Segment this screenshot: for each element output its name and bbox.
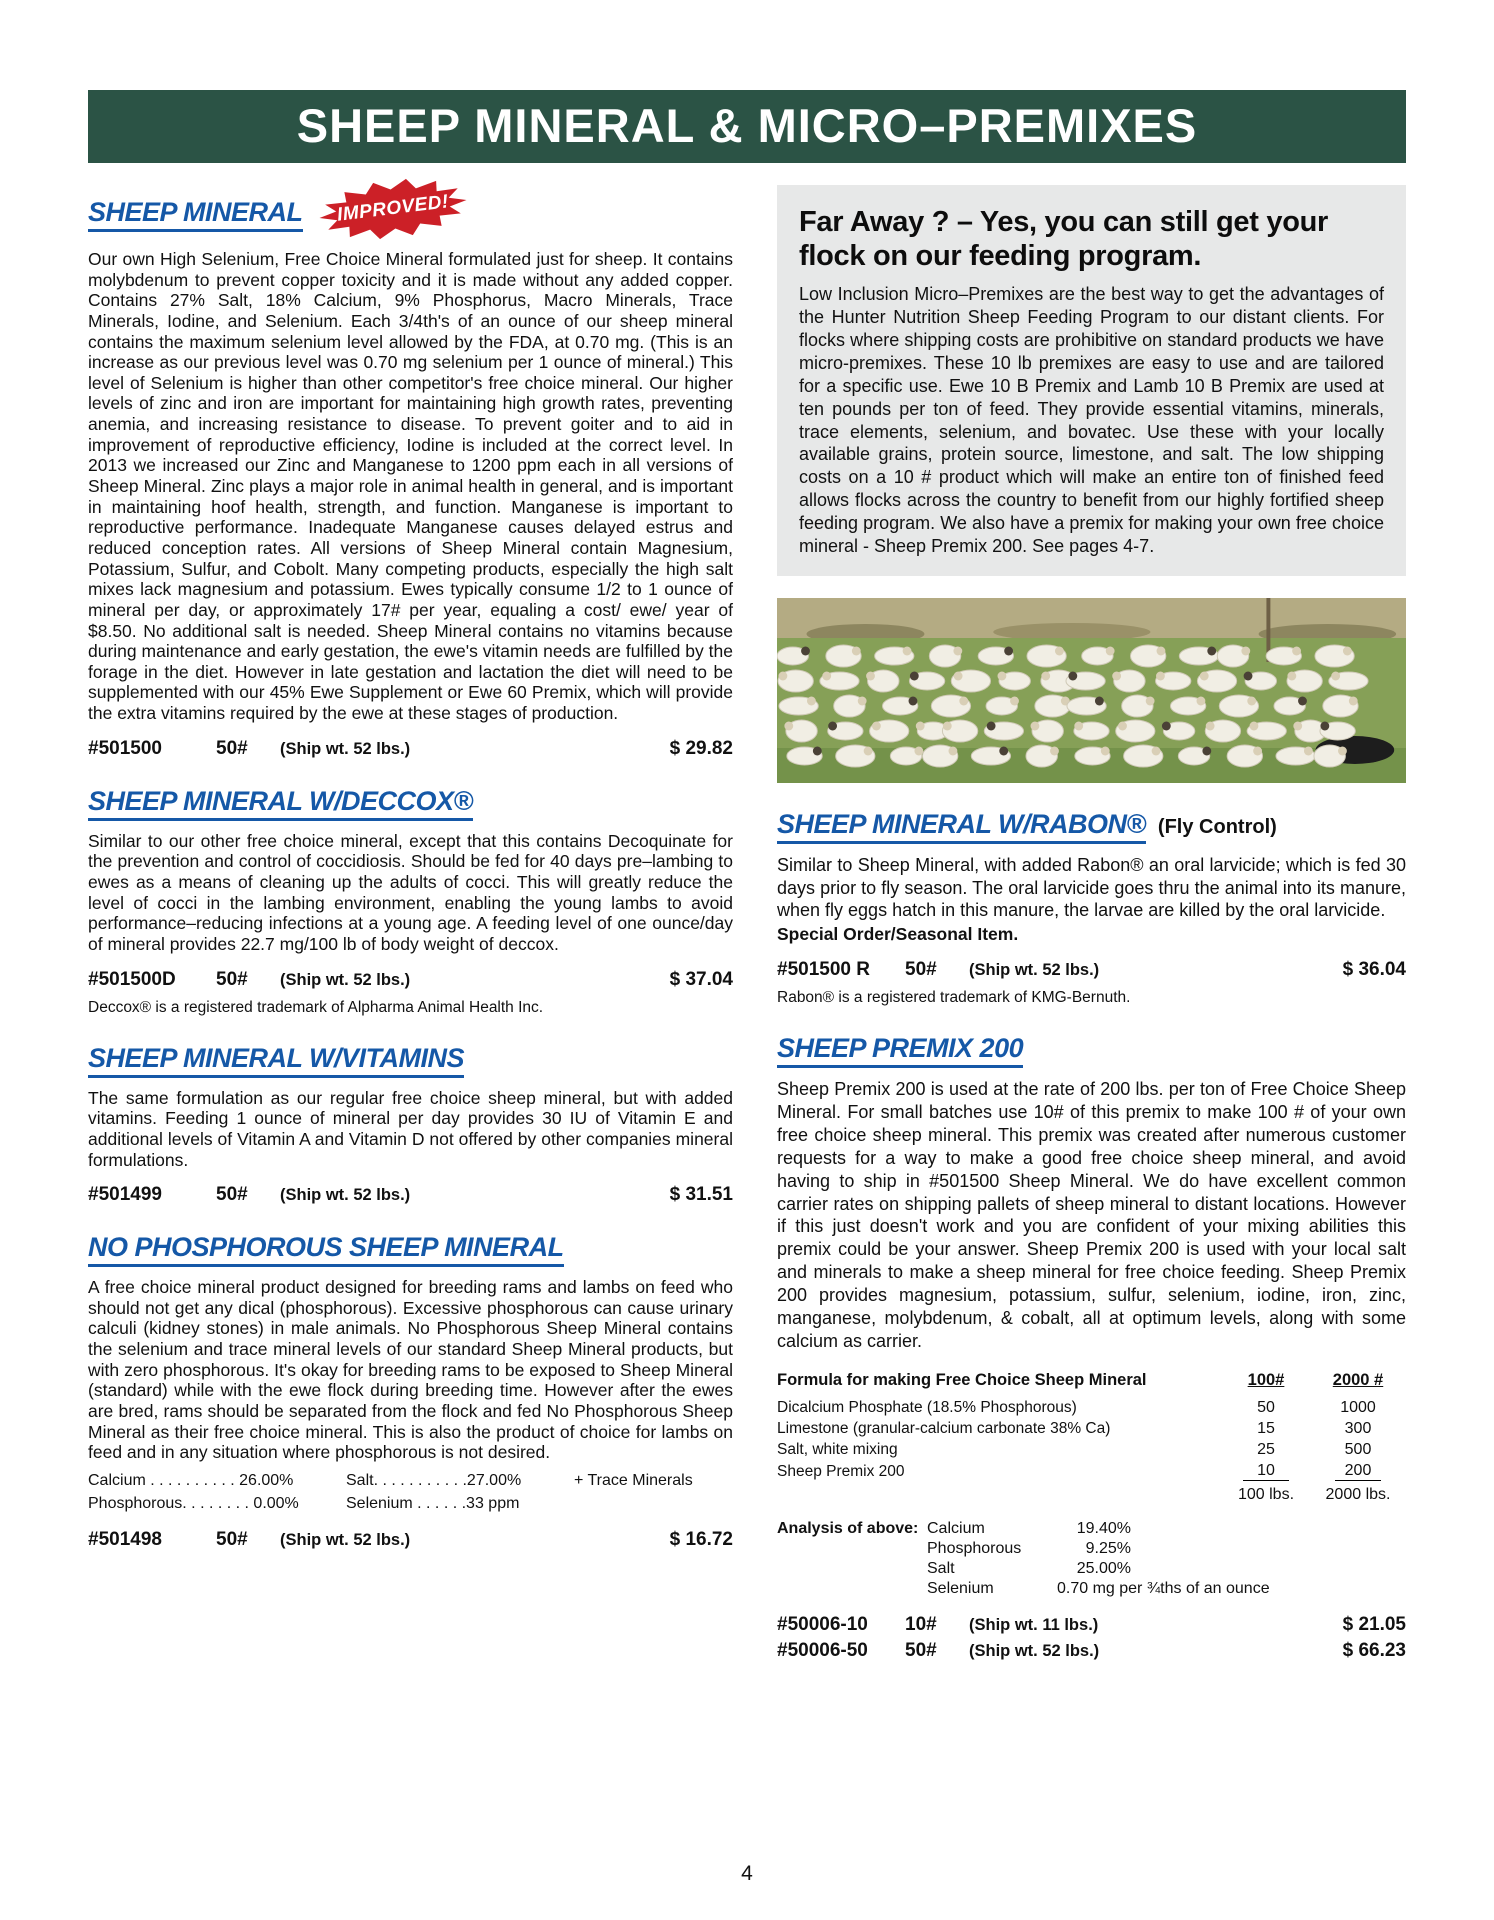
rabon-heading-row xyxy=(777,809,1406,844)
premix-body: Sheep Premix 200 is used at the rate of 200 lbs. per ton of Free Choice Sheep Mineral. For small batches use 10# of this premix to make 100 # of your own free choice sheep mineral. This premix was created after numerous customer requests for a way to make a good free choice sheep mineral, and avoid having to ship in #501500 Sheep Mineral. We do have excellent common carrier rates on shipping pallets of sheep mineral to distant locations. However if this just doesn't work and you are confident of your mixing abilities this premix could be your answer. Sheep Premix 200 is used with your local salt and minerals to make a sheep mineral for free choice feeding. Sheep Premix 200 provides magnesium, potassium, sulfur, selenium, iodine, iron, zinc, manganese, molybdenum, & cobalt, all at optimum levels, along with some calcium as carrier. xyxy=(777,1079,1406,1351)
special-order-note: Special Order/Seasonal Item. xyxy=(777,924,1019,945)
formula-row-label: Sheep Premix 200 xyxy=(777,1462,905,1480)
price-line-501498 xyxy=(88,1529,733,1551)
analysis-name: Salt xyxy=(927,1559,955,1577)
formula-total-v100: 100 lbs. xyxy=(1237,1485,1295,1503)
fly-control-label: (Fly Control) xyxy=(1157,815,1277,838)
analysis-cell: Calcium . . . . . . . . . . 26.00% xyxy=(88,1471,294,1489)
section-heading: SHEEP MINERAL xyxy=(88,197,303,232)
ship-weight: (Ship wt. 52 lbs.) xyxy=(969,1641,1100,1660)
formula-row-v100: 50 xyxy=(1257,1398,1275,1416)
item-number: #501500D xyxy=(88,968,176,990)
sheep-mineral-heading-row xyxy=(88,189,733,239)
formula-row-v100: 10 xyxy=(1228,1462,1304,1481)
right-column xyxy=(777,185,1406,1662)
section-deccox xyxy=(88,786,733,1017)
analysis-of-above xyxy=(777,1520,1406,1598)
analysis-value: 19.40% xyxy=(1076,1519,1131,1537)
analysis-value: 25.00% xyxy=(1076,1559,1131,1577)
ship-weight: (Ship wt. 52 lbs.) xyxy=(280,1531,411,1550)
price-value: $ 29.82 xyxy=(669,737,733,759)
deccox-trademark-note: Deccox® is a registered trademark of Alpharma Animal Health Inc. xyxy=(88,998,544,1016)
price-value: $ 21.05 xyxy=(1342,1613,1406,1635)
sheep-flock-illustration xyxy=(777,598,1406,783)
section-heading: SHEEP MINERAL W/VITAMINS xyxy=(88,1043,464,1078)
price-value: $ 36.04 xyxy=(1342,959,1406,981)
price-value: $ 66.23 xyxy=(1342,1639,1406,1661)
rabon-body: Similar to Sheep Mineral, with added Rabon® an oral larvicide; which is fed 30 days prior to fly season. The oral larvicide goes thru the animal into its manure, when fly eggs hatch in this manure, the larvae are killed by the oral larvicide. xyxy=(777,854,1406,921)
formula-row-v2000: 500 xyxy=(1344,1440,1372,1458)
bag-size: 50# xyxy=(216,737,248,759)
section-sheep-mineral xyxy=(88,189,733,760)
ship-weight: (Ship wt. 52 lbs.) xyxy=(969,961,1100,980)
bag-size: 50# xyxy=(216,1184,248,1206)
price-line-501500 xyxy=(88,738,733,760)
far-away-callout xyxy=(777,185,1406,576)
analysis-value: 0.70 mg per ¾ths of an ounce xyxy=(1057,1579,1270,1597)
section-heading: SHEEP MINERAL W/DECCOX® xyxy=(88,786,473,821)
formula-row-v100: 25 xyxy=(1257,1440,1275,1458)
analysis-name: Calcium xyxy=(927,1519,985,1537)
formula-row-label: Limestone (granular-calcium carbonate 38% Ca) xyxy=(777,1419,1111,1437)
section-heading: SHEEP PREMIX 200 xyxy=(777,1033,1023,1068)
far-away-body: Low Inclusion Micro–Premixes are the best way to get the advantages of the Hunter Nutrition Sheep Feeding Program to our distant clients. For flocks where shipping costs are prohibitive on standard products we have micro-premixes. These 10 lb premixes are easy to use and are tailored for a specific use. Ewe 10 B Premix and Lamb 10 B Premix are used at ten pounds per ton of feed. They provide essential vitamins, minerals, trace elements, selenium, and bovatec. Use these with your locally available grains, protein source, limestone, and salt. The low shipping costs on a 10 # product which will make an entire ton of finished feed allows flocks across the country to benefit from our highly fortified sheep feeding program. We also have a premix for making your own free choice mineral - Sheep Premix 200. See pages 4-7. xyxy=(799,284,1384,556)
ship-weight: (Ship wt. 52 lbs.) xyxy=(280,1186,411,1205)
no-phos-analysis-table xyxy=(88,1469,733,1515)
analysis-grid xyxy=(927,1519,1270,1598)
far-away-heading: Far Away ? – Yes, you can still get your flock on our feeding program. xyxy=(799,206,1329,273)
ship-weight: (Ship wt. 52 lbs.) xyxy=(280,970,411,989)
left-column xyxy=(88,185,733,1662)
improved-badge-label: IMPROVED! xyxy=(335,191,450,226)
formula-col-2000: 2000 # xyxy=(1332,1370,1384,1389)
section-premix-200 xyxy=(777,1033,1406,1661)
bag-size: 10# xyxy=(905,1613,937,1635)
vitamins-body: The same formulation as our regular free choice sheep mineral, but with added vitamins. Feeding 1 ounce of mineral per day provides 30 IU of Vitamin E and additional levels of Vitamin A and Vitamin D not offered by other companies mineral formulations. xyxy=(88,1087,733,1170)
ship-weight: (Ship wt. 11 lbs.) xyxy=(969,1615,1099,1634)
item-number: #501498 xyxy=(88,1529,162,1551)
analysis-label: Analysis of above: xyxy=(777,1519,919,1537)
formula-row-label: Dicalcium Phosphate (18.5% Phosphorous) xyxy=(777,1398,1077,1416)
formula-row-label: Salt, white mixing xyxy=(777,1440,898,1458)
analysis-cell: Phosphorous. . . . . . . . 0.00% xyxy=(88,1495,299,1513)
section-heading: NO PHOSPHOROUS SHEEP MINERAL xyxy=(88,1232,564,1267)
deccox-body: Similar to our other free choice mineral, except that this contains Decoquinate for the prevention and control of coccidiosis. Should be fed for 40 days pre–lambing to ewes as a means of cleaning up the adults of cocci. This will greatly reduce the level of cocci in the lambing environment, enabling the young lambs to avoid performance–reducing infections at a young age. A feeding level of one ounce/day of mineral provides 22.7 mg/100 lb of body weight of deccox. xyxy=(88,830,733,954)
no-phos-body: A free choice mineral product designed for breeding rams and lambs on feed who should not get any dical (phosphorous). Excessive phosphorous can cause urinary calculi (kidney stones) in male animals. No Phosphorous Sheep Mineral contains the selenium and trace mineral levels of our standard Sheep Mineral products, but with zero phosphorous. It's okay for breeding rams to be exposed to Sheep Mineral (standard) while with the ewe flock during breeding time. However after the ewes are bred, rams should be separated from the flock and fed No Phosphorous Sheep Mineral as their free choice mineral. This is also the product of choice for lambs on feed and in any situation where phosphorous is not desired. xyxy=(88,1277,733,1463)
section-vitamins xyxy=(88,1043,733,1207)
section-no-phosphorous xyxy=(88,1232,733,1551)
price-line-501500d xyxy=(88,969,733,991)
ship-weight: (Ship wt. 52 lbs.) xyxy=(280,739,411,758)
improved-badge xyxy=(313,170,471,248)
formula-col-100: 100# xyxy=(1247,1370,1285,1389)
item-number: #501500 R xyxy=(777,959,870,981)
formula-row-v2000: 1000 xyxy=(1340,1398,1376,1416)
analysis-cell: Selenium . . . . . .33 ppm xyxy=(346,1495,520,1513)
item-number: #50006-10 xyxy=(777,1613,868,1635)
formula-row-v2000: 300 xyxy=(1344,1419,1372,1437)
analysis-cell: Salt. . . . . . . . . . .27.00% xyxy=(346,1471,522,1489)
section-heading: SHEEP MINERAL W/RABON® xyxy=(777,809,1146,844)
sheep-mineral-body: Our own High Selenium, Free Choice Mineral formulated just for sheep. It contains molybdenum to prevent copper toxicity and it is made without any added copper. Contains 27% Salt, 18% Calcium, 9% Phosphorus, Macro Minerals, Trace Minerals, Iodine, and Selenium. Each 3/4th's of an ounce of our sheep mineral contains the maximum selenium level allowed by the FDA, at 0.70 mg. (This is an increase as our previous level was 0.70 mg selenium per 1 ounce of mineral.) This level of Selenium is higher than other competitor's free choice mineral. Our higher levels of zinc and iron are important for maintaining high growth rates, preventing anemia, and increasing resistance to disease. To prevent goiter and to aid in improvement of reproductive efficiency, Iodine is included at the correct level. In 2013 we increased our Zinc and Manganese to 1200 ppm each in all versions of Sheep Mineral. Zinc plays a major role in animal health in general, and is important in maintaining hoof health, strength, and function. Manganese is important to reproductive performance. Inadequate Manganese causes delayed estrus and reduced conception rates. All versions of Sheep Mineral contain Magnesium, Potassium, Sulfur, and Cobolt. Many competing products, especially the high salt mixes lack magnesium and potassium. Ewes typically consume 1/2 to 1 ounce of mineral per day, or approximately 17# per year, equaling a cost/ ewe/ year of $8.50. No additional salt is needed. Sheep Mineral contains no vitamins because during maintenance and early gestation, the ewe's vitamin needs are fulfilled by the forage in the diet. However in late gestation and lactation the diet will need to be supplemented with our 45% Ewe Supplement or Ewe 60 Premix, which will provide the extra vitamins required by the ewe at these stages of production. xyxy=(88,249,733,724)
price-line-50006-10 xyxy=(777,1614,1406,1636)
analysis-cell: + Trace Minerals xyxy=(574,1471,693,1489)
analysis-value: 9.25% xyxy=(1085,1539,1131,1557)
price-value: $ 31.51 xyxy=(669,1184,733,1206)
formula-title: Formula for making Free Choice Sheep Mineral xyxy=(777,1370,1147,1389)
item-number: #501500 xyxy=(88,737,162,759)
two-column-layout xyxy=(88,185,1406,1662)
item-number: #501499 xyxy=(88,1184,162,1206)
rabon-trademark-note: Rabon® is a registered trademark of KMG-Bernuth. xyxy=(777,989,1131,1007)
price-line-501500r xyxy=(777,959,1406,981)
page-number: 4 xyxy=(741,1862,753,1885)
sheep-flock-photo xyxy=(777,598,1406,783)
banner-title: SHEEP MINERAL & MICRO–PREMIXES xyxy=(296,99,1198,152)
bag-size: 50# xyxy=(905,1639,937,1661)
section-rabon xyxy=(777,809,1406,1008)
formula-table xyxy=(777,1371,1406,1504)
formula-row-v100: 15 xyxy=(1257,1419,1275,1437)
formula-total-v2000: 2000 lbs. xyxy=(1325,1485,1391,1503)
item-number: #50006-50 xyxy=(777,1639,868,1661)
analysis-name: Selenium xyxy=(927,1579,994,1597)
formula-row-v2000: 200 xyxy=(1310,1462,1406,1481)
analysis-cell xyxy=(574,1492,733,1515)
bag-size: 50# xyxy=(905,959,937,981)
page-banner xyxy=(88,90,1406,163)
price-value: $ 16.72 xyxy=(669,1529,733,1551)
bag-size: 50# xyxy=(216,968,248,990)
price-line-501499 xyxy=(88,1184,733,1206)
bag-size: 50# xyxy=(216,1529,248,1551)
price-line-50006-50 xyxy=(777,1640,1406,1662)
analysis-name: Phosphorous xyxy=(927,1539,1022,1557)
price-value: $ 37.04 xyxy=(669,968,733,990)
